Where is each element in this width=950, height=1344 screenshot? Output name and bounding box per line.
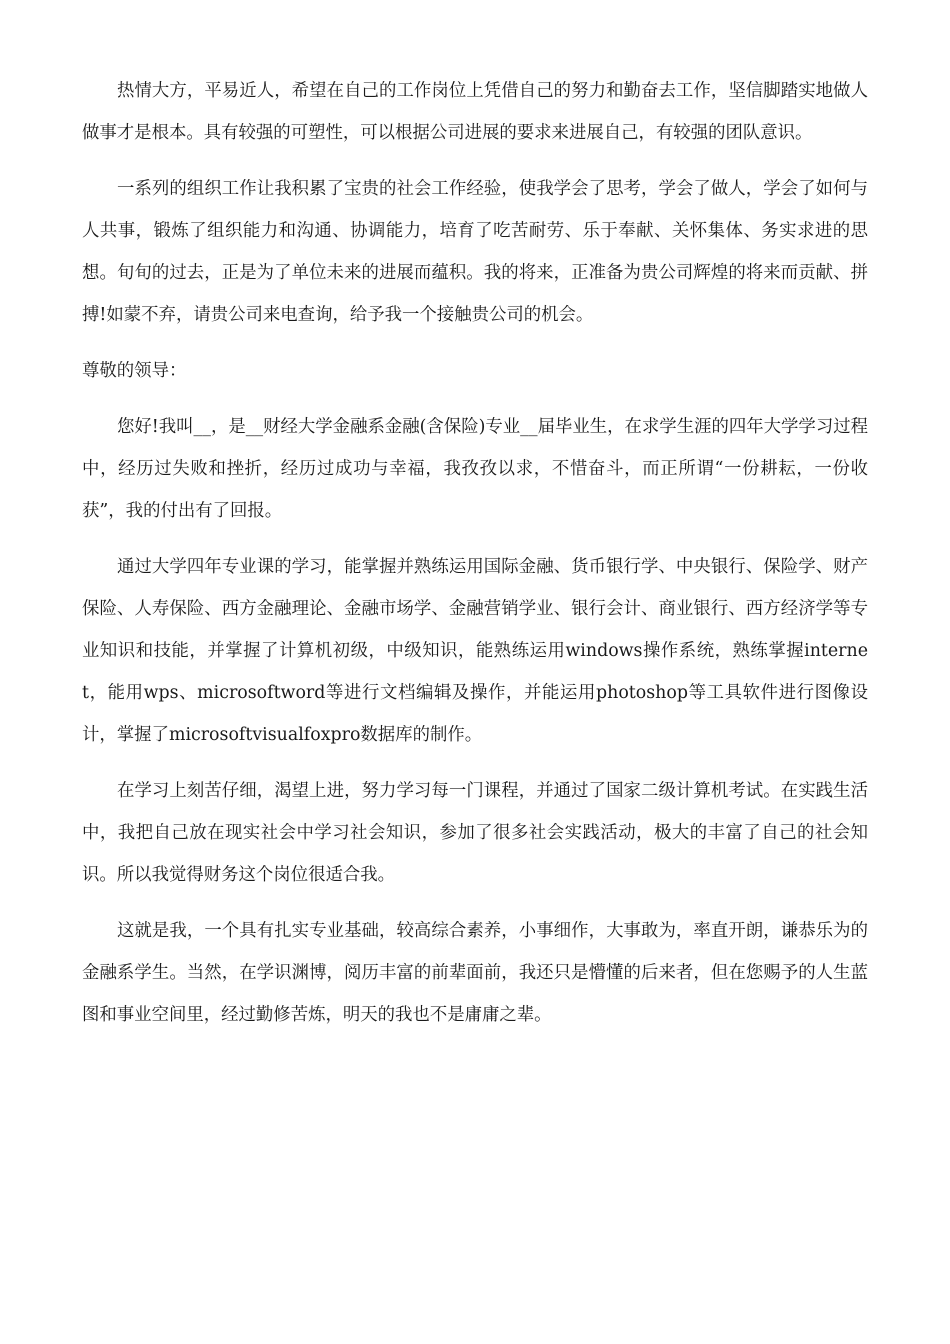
paragraph-skills: 通过大学四年专业课的学习，能掌握并熟练运用国际金融、货币银行学、中央银行、保险学、财产保险、人寿保险、西方金融理论、金融市场学、金融营销学业、银行会计、商业银行、西方经济学等专业知识和技能，并掌握了计算机初级，中级知识，能熟练运用windows操作系统，熟练掌握internet，能用wps、microsoftword等进行文档编辑及操作，并能运用photoshop等工具软件进行图像设计，掌握了microsoftvisualfoxpro数据库的制作。 [82,557,868,745]
paragraph-closing: 这就是我，一个具有扎实专业基础，较高综合素养，小事细作，大事敢为，率直开朗，谦恭乐为的金融系学生。当然，在学识渊博，阅历丰富的前辈面前，我还只是懵懂的后来者，但在您赐予的人生蓝图和事业空间里，经过勤修苦炼，明天的我也不是庸庸之辈。 [82,921,868,1025]
paragraph-self-description: 热情大方，平易近人，希望在自己的工作岗位上凭借自己的努力和勤奋去工作，坚信脚踏实地做人做事才是根本。具有较强的可塑性，可以根据公司进展的要求来进展自己，有较强的团队意识。 [82,81,868,143]
document-page [82,70,868,1050]
paragraph-organization-experience: 一系列的组织工作让我积累了宝贵的社会工作经验，使我学会了思考，学会了做人，学会了如何与人共事，锻炼了组织能力和沟通、协调能力，培育了吃苦耐劳、乐于奉献、关怀集体、务实求进的思想。旬旬的过去，正是为了单位未来的进展而蕴积。我的将来，正准备为贵公司辉煌的将来而贡献、拼搏!如蒙不弃，请贵公司来电查询，给予我一个接触贵公司的机会。 [82,179,868,325]
paragraph-introduction: 您好!我叫__，是__财经大学金融系金融(含保险)专业__届毕业生，在求学生涯的四年大学学习过程中，经历过失败和挫折，经历过成功与幸福，我孜孜以求，不惜奋斗，而正所谓“一份耕耘，一份收获”，我的付出有了回报。 [82,417,868,521]
paragraph-study-practice: 在学习上刻苦仔细，渴望上进，努力学习每一门课程，并通过了国家二级计算机考试。在实践生活中，我把自己放在现实社会中学习社会知识，参加了很多社会实践活动，极大的丰富了自己的社会知识。所以我觉得财务这个岗位很适合我。 [82,781,868,885]
salutation: 尊敬的领导： [82,361,187,381]
